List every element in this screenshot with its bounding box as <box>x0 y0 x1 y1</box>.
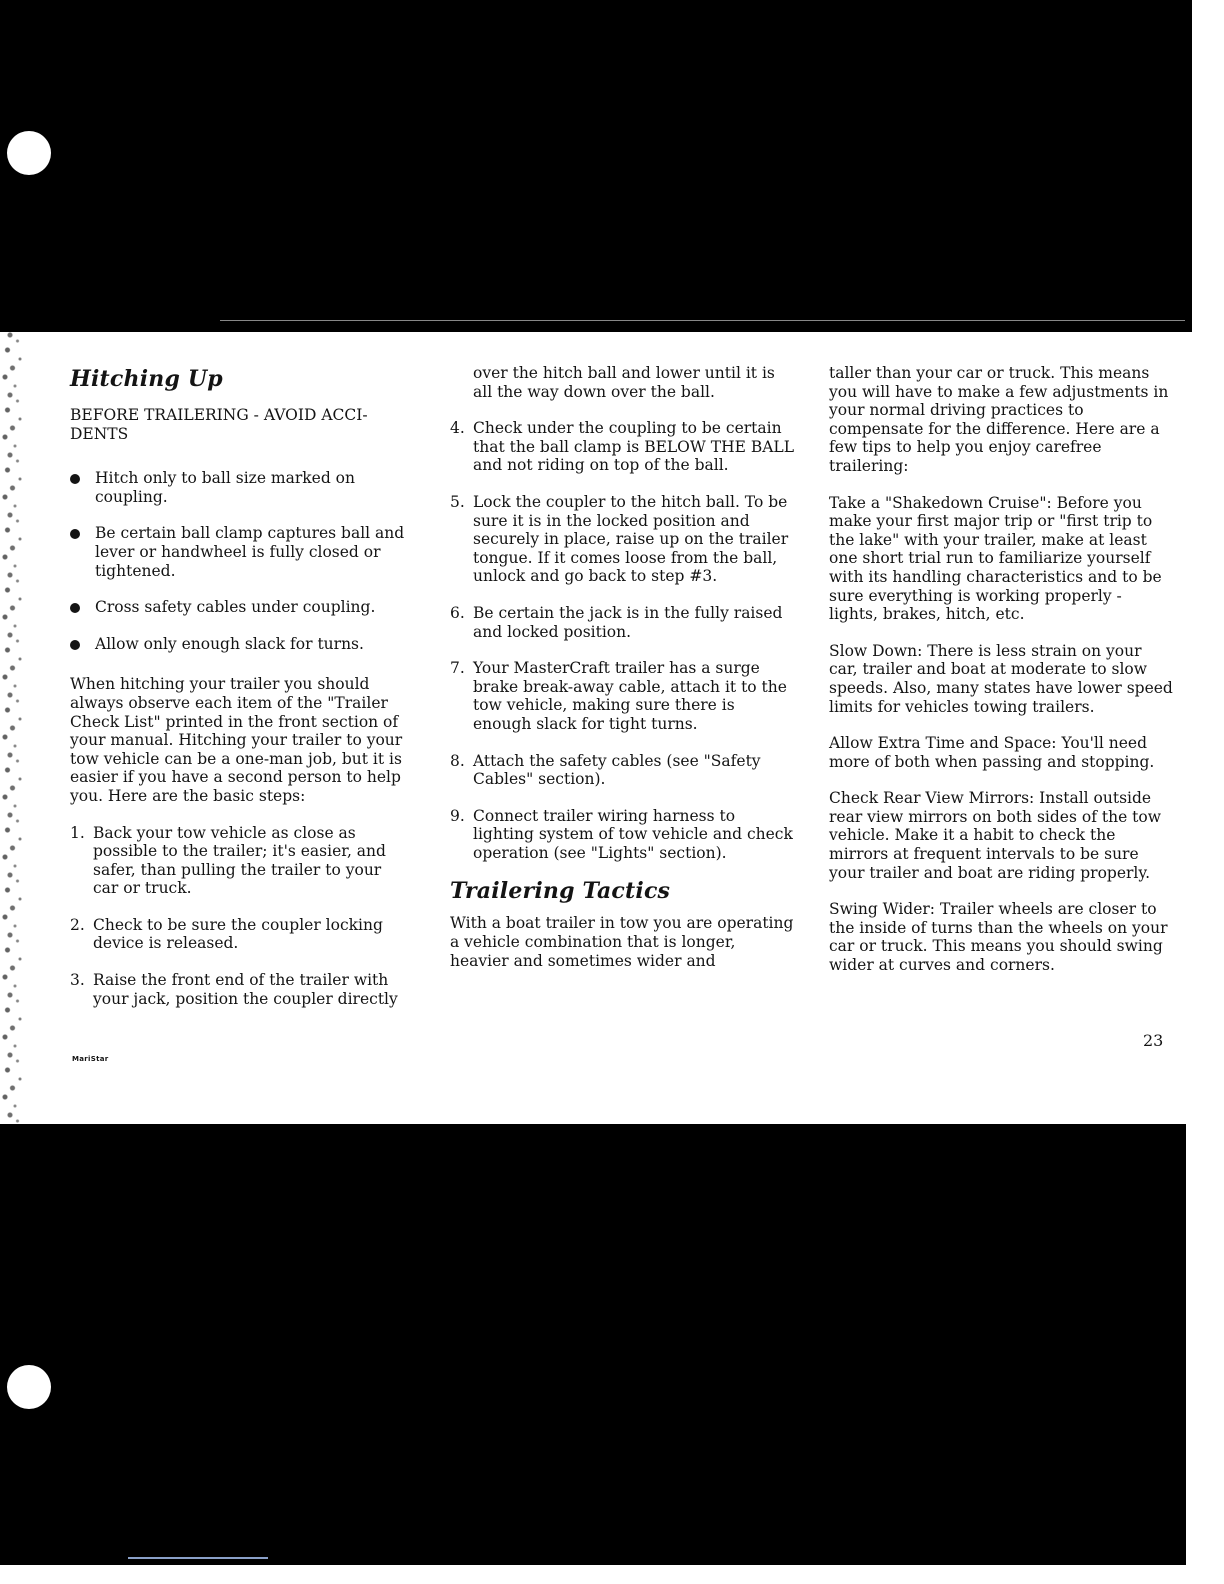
heading-hitching-up: Hitching Up <box>70 366 223 392</box>
step-item <box>450 659 795 733</box>
column-left <box>70 364 410 1008</box>
step-text: Lock the coupler to the hitch ball. To be sure it is in the locked position and securely in place, raise up on the trailer tongue. If it comes loose from the ball, unlock and go back to step #3. <box>473 492 789 586</box>
tactics-intro: With a boat trailer in tow you are operating a vehicle combination that is longer, heavier and sometimes wider and <box>450 914 794 970</box>
column-middle <box>450 364 795 970</box>
scan-border-top <box>0 0 1192 332</box>
step-text: Check to be sure the coupler locking device is released. <box>93 915 383 953</box>
bottom-edge-line <box>128 1557 268 1559</box>
step-number: 2. <box>70 915 85 934</box>
tip-paragraph: Take a "Shakedown Cruise": Before you make your first major trip or "first trip to the lake" with your trailer, make at least one short trial run to familiarize yourself with its handling characteristics and to be sure everything is working properly - lights, brakes, hitch, etc. <box>829 493 1162 624</box>
step-item <box>450 604 795 641</box>
step-number: 7. <box>450 659 465 678</box>
binder-hole-bottom <box>7 1365 51 1409</box>
step-item <box>450 419 795 475</box>
tip-paragraph: Slow Down: There is less strain on your car, trailer and boat at moderate to slow speeds. Also, many states have lower speed limits for vehicles towing trailers. <box>829 641 1173 716</box>
bullet-item: Hitch only to ball size marked on coupling. <box>70 469 410 506</box>
scan-border-bottom <box>0 1124 1186 1565</box>
step-item <box>70 824 410 898</box>
subheading-before-trailering: BEFORE TRAILERING - AVOID ACCI- DENTS <box>70 406 368 443</box>
step-number: 8. <box>450 751 465 770</box>
bullet-item: Be certain ball clamp captures ball and lever or handwheel is fully closed or tightened. <box>70 524 410 580</box>
tactics-intro-continuation: taller than your car or truck. This means you will have to make a few adjustments in your normal driving practices to compensate for the difference. Here are a few tips to help you enjoy carefree trailering: <box>829 364 1169 475</box>
step-text: Check under the coupling to be certain that the ball clamp is BELOW THE BALL and not riding on top of the ball. <box>473 419 795 475</box>
scan-edge-noise <box>0 332 50 1132</box>
step-text: Connect trailer wiring harness to lighting system of tow vehicle and check operation (see "Lights" section). <box>473 806 793 862</box>
step-item <box>450 752 795 789</box>
tip-paragraph: Swing Wider: Trailer wheels are closer to the inside of turns than the wheels on your car or truck. This means you should swing wider at curves and corners. <box>829 900 1168 975</box>
column-right <box>829 364 1174 975</box>
step-continuation: over the hitch ball and lower until it is all the way down over the ball. <box>473 364 775 401</box>
step-item <box>70 916 410 953</box>
step-text: Attach the safety cables (see "Safety Cables" section). <box>473 751 761 789</box>
binder-hole-top <box>7 131 51 175</box>
step-text: Back your tow vehicle as close as possible to the trailer; it's easier, and safer, than pulling the trailer to your car or truck. <box>93 823 386 898</box>
step-text: Raise the front end of the trailer with your jack, position the coupler directly <box>93 971 398 1008</box>
heading-trailering-tactics: Trailering Tactics <box>450 878 671 905</box>
step-item <box>450 493 795 586</box>
step-text: Your MasterCraft trailer has a surge brake break-away cable, attach it to the tow vehicle, making sure there is enough slack for tight turns. <box>473 659 787 733</box>
step-number: 4. <box>450 419 465 438</box>
bullet-item: Allow only enough slack for turns. <box>70 635 410 654</box>
maristar-logo: MariStar <box>72 1055 109 1063</box>
tip-paragraph: Check Rear View Mirrors: Install outside rear view mirrors on both sides of the tow vehicle. Make it a habit to check the mirrors at frequent intervals to be sure your trailer and boat are riding properly. <box>829 789 1161 882</box>
step-item <box>70 971 410 1008</box>
header-rule <box>220 320 1185 321</box>
step-item <box>450 807 795 863</box>
step-number: 6. <box>450 603 465 622</box>
step-number: 1. <box>70 823 85 842</box>
step-number: 5. <box>450 492 465 511</box>
step-number: 3. <box>70 971 85 990</box>
step-number: 9. <box>450 806 465 825</box>
bullet-item: Cross safety cables under coupling. <box>70 598 410 617</box>
step-text: Be certain the jack is in the fully raised and locked position. <box>473 603 783 641</box>
hitching-intro: When hitching your trailer you should always observe each item of the "Trailer Check List" printed in the front section of your manual. Hitching your trailer to your tow vehicle can be a one-man job, but it is easier if you have a second person to help you. Here are the basic steps: <box>70 675 403 805</box>
tip-paragraph: Allow Extra Time and Space: You'll need more of both when passing and stopping. <box>829 734 1155 771</box>
page-number: 23 <box>1143 1031 1164 1050</box>
